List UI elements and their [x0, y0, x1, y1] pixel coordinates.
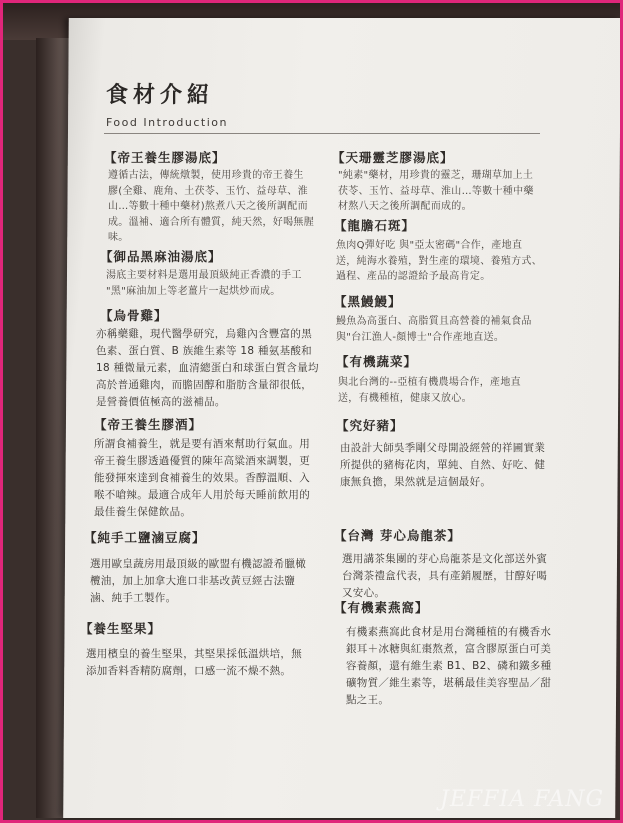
page-subtitle: Food Introduction	[106, 116, 228, 129]
right-heading-6: 【有機素燕窩】	[334, 600, 429, 615]
right-heading-2: 【黑鰻鰻】	[334, 294, 402, 309]
left-body-2: 亦稱藥雞，現代醫學研究，烏雞內含豐富的黑 色素、蛋白質、B 族維生素等 18 種氨基酸和 18 種微量元素，血清總蛋白和球蛋白質含量均 高於普通雞肉，而膽固醇和脂肪含量卻很低， 是營養價值極高的滋補品。	[96, 328, 319, 408]
left-heading-0: 【帝王養生膠湯底】	[104, 150, 226, 165]
right-heading-4: 【究好豬】	[336, 418, 404, 433]
left-heading-5: 【養生堅果】	[80, 621, 162, 636]
left-body-3: 所謂食補養生，就是要有酒來幫助行氣血。用 帝王養生膠透過優質的陳年高粱酒來調製，更 能發揮來達到食補養生的效果。香醇溫順、入 喉不嗆辣。最適合成年人用於每天睡前飲用的 最佳養生保健飲品。	[94, 438, 310, 518]
left-body-0: 遵循古法，傳統燉製，使用珍貴的帝王養生 膠(全雞、鹿角、土茯苓、玉竹、益母草、淮 山…等數十種中藥材)熬煮八天之後所調配而 成。溫補、適合所有體質，純天然，好喝無腥 味。	[108, 170, 314, 243]
right-body-0: "純素"藥材，用珍貴的靈芝，珊瑚草加上土 茯苓、玉竹、益母草、淮山…等數十種中藥 材熬八天之後所調配而成的。	[338, 170, 534, 212]
right-body-4: 由設計大師吳季剛父母開設經營的祥圃實業 所提供的豬梅花肉，單純、自然、好吃、健 康無負擔，果然就是這個最好。	[340, 442, 546, 488]
right-body-1: 魚肉Q彈好吃 與"亞太密碼"合作，產地直 送，純海水養殖，對生產的環境、養殖方式、 過程、產品的認證給予最高肯定。	[336, 240, 542, 282]
left-body-4: 選用歐皇蔬房用最頂級的歐盟有機認證希臘橄 欖油，加上加拿大進口非基改黃豆經古法鹽 滷、純手工製作。	[90, 558, 306, 604]
right-body-3: 與北台灣的--亞植有機農場合作，產地直 送，有機種植，健康又放心。	[338, 377, 521, 404]
left-body-5: 選用檳皇的養生堅果，其堅果採低溫烘培，無 添加香料香精防腐劑，口感一流不燥不熱。	[86, 648, 302, 677]
right-body-6: 有機素燕窩此食材是用台灣種植的有機香水 銀耳＋冰糖與紅棗熬煮，富含膠原蛋白可美 容養顏，還有維生素 B1、B2、磷和鐵多種 礦物質／維生素等，堪稱最佳美容聖品／甜 點之王。	[346, 626, 552, 706]
right-heading-0: 【天珊靈芝膠湯底】	[332, 150, 454, 165]
watermark: JEFFIA FANG	[440, 787, 605, 812]
left-body-1: 湯底主要材料是選用最頂級純正香濃的手工 "黑"麻油加上等老薑片一起烘炒而成。	[106, 270, 302, 297]
right-heading-1: 【龍膽石斑】	[334, 218, 416, 233]
left-heading-3: 【帝王養生膠酒】	[94, 417, 203, 432]
left-heading-2: 【烏骨雞】	[100, 308, 168, 323]
right-heading-5: 【台灣 芽心烏龍茶】	[334, 528, 461, 543]
right-body-2: 鰻魚為高蛋白、高脂質且高營養的補氣食品 與"台江漁人-顏博士"合作產地直送。	[336, 316, 532, 343]
page-title: 食材介紹	[106, 83, 215, 108]
title-divider	[104, 133, 540, 134]
right-body-5: 選用講茶集團的芽心烏龍茶是文化部送外賓 台灣茶禮盒代表，具有產銷履歷，甘醇好喝 又安心。	[342, 553, 548, 599]
left-heading-1: 【御品黑麻油湯底】	[100, 249, 222, 264]
right-heading-3: 【有機蔬菜】	[336, 354, 418, 369]
left-heading-4: 【純手工鹽滷豆腐】	[84, 530, 206, 545]
